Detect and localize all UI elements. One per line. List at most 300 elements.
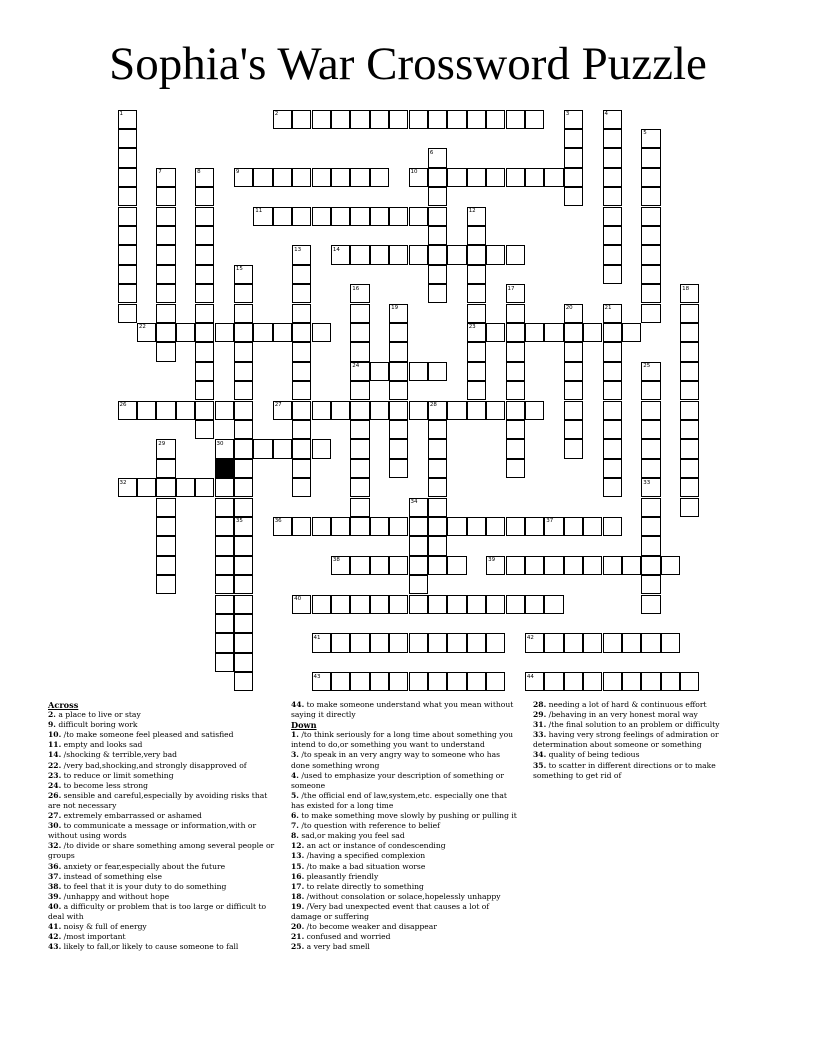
grid-cell[interactable] <box>583 517 602 536</box>
grid-cell[interactable] <box>350 401 369 420</box>
grid-cell[interactable] <box>428 265 447 284</box>
grid-cell[interactable] <box>389 245 408 264</box>
grid-cell[interactable] <box>292 439 311 458</box>
grid-cell[interactable] <box>389 595 408 614</box>
grid-cell[interactable] <box>118 284 137 303</box>
grid-cell[interactable] <box>486 633 505 652</box>
grid-cell[interactable] <box>486 517 505 536</box>
grid-cell[interactable] <box>331 168 350 187</box>
grid-cell[interactable] <box>118 304 137 323</box>
grid-cell[interactable] <box>350 323 369 342</box>
grid-cell[interactable] <box>234 362 253 381</box>
grid-cell[interactable] <box>156 478 175 497</box>
grid-cell[interactable] <box>156 284 175 303</box>
grid-cell[interactable] <box>118 245 137 264</box>
grid-cell[interactable] <box>603 672 622 691</box>
grid-cell[interactable] <box>525 110 544 129</box>
grid-cell[interactable] <box>506 556 525 575</box>
grid-cell[interactable] <box>273 168 292 187</box>
grid-cell[interactable] <box>641 459 660 478</box>
grid-cell[interactable] <box>680 381 699 400</box>
grid-cell[interactable] <box>641 439 660 458</box>
grid-cell[interactable] <box>195 187 214 206</box>
grid-cell[interactable] <box>176 401 195 420</box>
grid-cell[interactable] <box>428 633 447 652</box>
grid-cell[interactable] <box>641 498 660 517</box>
grid-cell[interactable] <box>292 168 311 187</box>
grid-cell[interactable] <box>312 207 331 226</box>
grid-cell[interactable] <box>350 556 369 575</box>
grid-cell[interactable] <box>312 323 331 342</box>
grid-cell[interactable] <box>603 401 622 420</box>
grid-cell[interactable] <box>331 110 350 129</box>
grid-cell[interactable] <box>195 245 214 264</box>
grid-cell[interactable] <box>564 187 583 206</box>
grid-cell[interactable] <box>409 517 428 536</box>
grid-cell[interactable] <box>506 245 525 264</box>
grid-cell[interactable] <box>350 439 369 458</box>
grid-cell[interactable] <box>467 284 486 303</box>
grid-cell[interactable] <box>234 672 253 691</box>
grid-cell[interactable] <box>486 672 505 691</box>
grid-cell[interactable] <box>506 342 525 361</box>
grid-cell[interactable] <box>525 323 544 342</box>
grid-cell[interactable] <box>583 323 602 342</box>
grid-cell[interactable] <box>428 556 447 575</box>
grid-cell[interactable] <box>234 614 253 633</box>
grid-cell[interactable] <box>603 148 622 167</box>
grid-cell[interactable] <box>622 323 641 342</box>
grid-cell[interactable] <box>467 342 486 361</box>
grid-cell[interactable] <box>292 342 311 361</box>
grid-cell[interactable] <box>389 556 408 575</box>
grid-cell[interactable] <box>215 517 234 536</box>
grid-cell[interactable] <box>350 633 369 652</box>
grid-cell[interactable] <box>350 517 369 536</box>
grid-cell[interactable] <box>118 187 137 206</box>
grid-cell[interactable] <box>409 536 428 555</box>
grid-cell[interactable] <box>292 401 311 420</box>
grid-cell[interactable] <box>195 265 214 284</box>
grid-cell[interactable] <box>312 168 331 187</box>
grid-cell[interactable] <box>603 265 622 284</box>
grid-cell[interactable] <box>389 672 408 691</box>
grid-cell[interactable] <box>234 304 253 323</box>
grid-cell[interactable] <box>680 478 699 497</box>
grid-cell[interactable] <box>215 478 234 497</box>
grid-cell[interactable] <box>409 207 428 226</box>
grid-cell[interactable] <box>234 459 253 478</box>
grid-cell[interactable] <box>350 304 369 323</box>
grid-cell[interactable] <box>350 381 369 400</box>
grid-cell[interactable] <box>215 401 234 420</box>
grid-cell[interactable] <box>195 401 214 420</box>
grid-cell[interactable] <box>137 478 156 497</box>
grid-cell[interactable] <box>680 342 699 361</box>
grid-cell[interactable] <box>312 517 331 536</box>
grid-cell[interactable] <box>350 245 369 264</box>
grid-cell[interactable] <box>273 439 292 458</box>
grid-cell[interactable] <box>603 323 622 342</box>
grid-cell[interactable] <box>215 595 234 614</box>
grid-cell[interactable] <box>409 556 428 575</box>
grid-cell[interactable] <box>292 517 311 536</box>
grid-cell[interactable] <box>544 672 563 691</box>
grid-cell[interactable] <box>292 420 311 439</box>
grid-cell[interactable] <box>292 265 311 284</box>
grid-cell[interactable] <box>641 517 660 536</box>
grid-cell[interactable] <box>234 536 253 555</box>
grid-cell[interactable] <box>467 381 486 400</box>
grid-cell[interactable] <box>603 342 622 361</box>
grid-cell[interactable] <box>292 381 311 400</box>
grid-cell[interactable] <box>447 245 466 264</box>
grid-cell[interactable] <box>428 187 447 206</box>
grid-cell[interactable] <box>312 439 331 458</box>
grid-cell[interactable] <box>195 342 214 361</box>
grid-cell[interactable] <box>156 517 175 536</box>
grid-cell[interactable] <box>467 517 486 536</box>
grid-cell[interactable] <box>195 284 214 303</box>
grid-cell[interactable] <box>603 439 622 458</box>
grid-cell[interactable] <box>234 595 253 614</box>
grid-cell[interactable] <box>428 245 447 264</box>
grid-cell[interactable] <box>331 207 350 226</box>
grid-cell[interactable] <box>234 556 253 575</box>
grid-cell[interactable] <box>622 633 641 652</box>
grid-cell[interactable] <box>641 207 660 226</box>
grid-cell[interactable] <box>156 342 175 361</box>
grid-cell[interactable] <box>467 265 486 284</box>
grid-cell[interactable] <box>389 207 408 226</box>
grid-cell[interactable] <box>292 207 311 226</box>
grid-cell[interactable] <box>118 129 137 148</box>
grid-cell[interactable] <box>234 420 253 439</box>
grid-cell[interactable] <box>661 633 680 652</box>
grid-cell[interactable] <box>350 672 369 691</box>
grid-cell[interactable] <box>292 323 311 342</box>
grid-cell[interactable] <box>156 401 175 420</box>
grid-cell[interactable] <box>350 595 369 614</box>
grid-cell[interactable] <box>118 265 137 284</box>
grid-cell[interactable] <box>583 672 602 691</box>
grid-cell[interactable] <box>564 168 583 187</box>
grid-cell[interactable] <box>486 168 505 187</box>
grid-cell[interactable] <box>195 420 214 439</box>
grid-cell[interactable] <box>447 595 466 614</box>
grid-cell[interactable] <box>292 362 311 381</box>
grid-cell[interactable] <box>447 110 466 129</box>
grid-cell[interactable] <box>370 401 389 420</box>
grid-cell[interactable] <box>622 672 641 691</box>
grid-cell[interactable] <box>389 459 408 478</box>
grid-cell[interactable] <box>486 595 505 614</box>
grid-cell[interactable] <box>428 110 447 129</box>
grid-cell[interactable] <box>641 556 660 575</box>
grid-cell[interactable] <box>641 536 660 555</box>
grid-cell[interactable] <box>467 245 486 264</box>
grid-cell[interactable] <box>253 439 272 458</box>
grid-cell[interactable] <box>564 381 583 400</box>
grid-cell[interactable] <box>506 168 525 187</box>
grid-cell[interactable] <box>583 556 602 575</box>
grid-cell[interactable] <box>195 207 214 226</box>
grid-cell[interactable] <box>234 342 253 361</box>
grid-cell[interactable] <box>234 401 253 420</box>
grid-cell[interactable] <box>253 168 272 187</box>
grid-cell[interactable] <box>215 556 234 575</box>
grid-cell[interactable] <box>680 323 699 342</box>
grid-cell[interactable] <box>156 459 175 478</box>
grid-cell[interactable] <box>467 672 486 691</box>
grid-cell[interactable] <box>409 401 428 420</box>
grid-cell[interactable] <box>564 517 583 536</box>
grid-cell[interactable] <box>506 595 525 614</box>
grid-cell[interactable] <box>428 439 447 458</box>
grid-cell[interactable] <box>428 362 447 381</box>
grid-cell[interactable] <box>195 362 214 381</box>
grid-cell[interactable] <box>156 207 175 226</box>
grid-cell[interactable] <box>370 556 389 575</box>
grid-cell[interactable] <box>680 498 699 517</box>
grid-cell[interactable] <box>389 401 408 420</box>
grid-cell[interactable] <box>641 187 660 206</box>
grid-cell[interactable] <box>564 420 583 439</box>
grid-cell[interactable] <box>428 498 447 517</box>
grid-cell[interactable] <box>389 381 408 400</box>
grid-cell[interactable] <box>680 401 699 420</box>
grid-cell[interactable] <box>234 381 253 400</box>
grid-cell[interactable] <box>215 498 234 517</box>
grid-cell[interactable] <box>506 459 525 478</box>
grid-cell[interactable] <box>641 381 660 400</box>
grid-cell[interactable] <box>331 672 350 691</box>
grid-cell[interactable] <box>389 439 408 458</box>
grid-cell[interactable] <box>234 498 253 517</box>
grid-cell[interactable] <box>641 575 660 594</box>
grid-cell[interactable] <box>273 323 292 342</box>
grid-cell[interactable] <box>603 556 622 575</box>
grid-cell[interactable] <box>118 207 137 226</box>
grid-cell[interactable] <box>680 420 699 439</box>
grid-cell[interactable] <box>370 168 389 187</box>
grid-cell[interactable] <box>292 304 311 323</box>
grid-cell[interactable] <box>506 439 525 458</box>
grid-cell[interactable] <box>350 207 369 226</box>
grid-cell[interactable] <box>215 614 234 633</box>
grid-cell[interactable] <box>506 110 525 129</box>
grid-cell[interactable] <box>195 478 214 497</box>
grid-cell[interactable] <box>428 226 447 245</box>
grid-cell[interactable] <box>603 420 622 439</box>
grid-cell[interactable] <box>156 323 175 342</box>
grid-cell[interactable] <box>409 633 428 652</box>
grid-cell[interactable] <box>428 459 447 478</box>
grid-cell[interactable] <box>370 595 389 614</box>
grid-cell[interactable] <box>564 323 583 342</box>
grid-cell[interactable] <box>564 129 583 148</box>
grid-cell[interactable] <box>544 595 563 614</box>
grid-cell[interactable] <box>156 536 175 555</box>
grid-cell[interactable] <box>564 401 583 420</box>
grid-cell[interactable] <box>156 304 175 323</box>
grid-cell[interactable] <box>603 459 622 478</box>
grid-cell[interactable] <box>428 284 447 303</box>
grid-cell[interactable] <box>409 672 428 691</box>
grid-cell[interactable] <box>370 672 389 691</box>
grid-cell[interactable] <box>156 575 175 594</box>
grid-cell[interactable] <box>118 168 137 187</box>
grid-cell[interactable] <box>641 265 660 284</box>
grid-cell[interactable] <box>525 401 544 420</box>
grid-cell[interactable] <box>215 633 234 652</box>
grid-cell[interactable] <box>156 498 175 517</box>
grid-cell[interactable] <box>312 401 331 420</box>
grid-cell[interactable] <box>641 148 660 167</box>
grid-cell[interactable] <box>331 401 350 420</box>
grid-cell[interactable] <box>661 672 680 691</box>
grid-cell[interactable] <box>428 420 447 439</box>
grid-cell[interactable] <box>118 226 137 245</box>
grid-cell[interactable] <box>428 595 447 614</box>
grid-cell[interactable] <box>544 168 563 187</box>
grid-cell[interactable] <box>234 284 253 303</box>
grid-cell[interactable] <box>544 323 563 342</box>
grid-cell[interactable] <box>603 226 622 245</box>
grid-cell[interactable] <box>467 226 486 245</box>
grid-cell[interactable] <box>350 420 369 439</box>
grid-cell[interactable] <box>292 459 311 478</box>
grid-cell[interactable] <box>176 478 195 497</box>
grid-cell[interactable] <box>564 148 583 167</box>
grid-cell[interactable] <box>292 284 311 303</box>
grid-cell[interactable] <box>583 633 602 652</box>
grid-cell[interactable] <box>447 168 466 187</box>
grid-cell[interactable] <box>467 401 486 420</box>
grid-cell[interactable] <box>370 517 389 536</box>
grid-cell[interactable] <box>544 633 563 652</box>
grid-cell[interactable] <box>525 556 544 575</box>
grid-cell[interactable] <box>253 323 272 342</box>
grid-cell[interactable] <box>467 362 486 381</box>
grid-cell[interactable] <box>331 517 350 536</box>
grid-cell[interactable] <box>234 478 253 497</box>
grid-cell[interactable] <box>603 129 622 148</box>
grid-cell[interactable] <box>389 420 408 439</box>
grid-cell[interactable] <box>467 168 486 187</box>
grid-cell[interactable] <box>680 439 699 458</box>
grid-cell[interactable] <box>680 304 699 323</box>
grid-cell[interactable] <box>215 653 234 672</box>
grid-cell[interactable] <box>389 633 408 652</box>
grid-cell[interactable] <box>486 110 505 129</box>
grid-cell[interactable] <box>525 168 544 187</box>
grid-cell[interactable] <box>486 401 505 420</box>
grid-cell[interactable] <box>234 575 253 594</box>
grid-cell[interactable] <box>118 148 137 167</box>
grid-cell[interactable] <box>409 110 428 129</box>
grid-cell[interactable] <box>564 362 583 381</box>
grid-cell[interactable] <box>370 207 389 226</box>
grid-cell[interactable] <box>506 517 525 536</box>
grid-cell[interactable] <box>195 381 214 400</box>
grid-cell[interactable] <box>506 381 525 400</box>
grid-cell[interactable] <box>506 304 525 323</box>
grid-cell[interactable] <box>641 226 660 245</box>
grid-cell[interactable] <box>156 265 175 284</box>
grid-cell[interactable] <box>603 207 622 226</box>
grid-cell[interactable] <box>312 110 331 129</box>
grid-cell[interactable] <box>564 342 583 361</box>
grid-cell[interactable] <box>603 362 622 381</box>
grid-cell[interactable] <box>331 595 350 614</box>
grid-cell[interactable] <box>622 556 641 575</box>
grid-cell[interactable] <box>467 304 486 323</box>
grid-cell[interactable] <box>564 633 583 652</box>
grid-cell[interactable] <box>447 401 466 420</box>
grid-cell[interactable] <box>215 323 234 342</box>
grid-cell[interactable] <box>680 672 699 691</box>
grid-cell[interactable] <box>195 226 214 245</box>
grid-cell[interactable] <box>370 245 389 264</box>
grid-cell[interactable] <box>506 323 525 342</box>
grid-cell[interactable] <box>389 362 408 381</box>
grid-cell[interactable] <box>603 517 622 536</box>
grid-cell[interactable] <box>350 342 369 361</box>
grid-cell[interactable] <box>603 478 622 497</box>
grid-cell[interactable] <box>447 556 466 575</box>
grid-cell[interactable] <box>447 672 466 691</box>
grid-cell[interactable] <box>234 323 253 342</box>
grid-cell[interactable] <box>409 362 428 381</box>
grid-cell[interactable] <box>486 323 505 342</box>
grid-cell[interactable] <box>603 245 622 264</box>
grid-cell[interactable] <box>506 401 525 420</box>
grid-cell[interactable] <box>428 672 447 691</box>
grid-cell[interactable] <box>506 420 525 439</box>
grid-cell[interactable] <box>641 284 660 303</box>
grid-cell[interactable] <box>389 323 408 342</box>
grid-cell[interactable] <box>447 517 466 536</box>
grid-cell[interactable] <box>409 595 428 614</box>
grid-cell[interactable] <box>603 633 622 652</box>
grid-cell[interactable] <box>564 439 583 458</box>
grid-cell[interactable] <box>370 362 389 381</box>
grid-cell[interactable] <box>350 498 369 517</box>
grid-cell[interactable] <box>506 362 525 381</box>
grid-cell[interactable] <box>680 362 699 381</box>
grid-cell[interactable] <box>641 672 660 691</box>
grid-cell[interactable] <box>428 517 447 536</box>
grid-cell[interactable] <box>409 245 428 264</box>
grid-cell[interactable] <box>292 478 311 497</box>
grid-cell[interactable] <box>370 110 389 129</box>
grid-cell[interactable] <box>156 245 175 264</box>
grid-cell[interactable] <box>428 478 447 497</box>
grid-cell[interactable] <box>156 226 175 245</box>
grid-cell[interactable] <box>389 517 408 536</box>
grid-cell[interactable] <box>273 207 292 226</box>
grid-cell[interactable] <box>428 207 447 226</box>
grid-cell[interactable] <box>350 478 369 497</box>
grid-cell[interactable] <box>680 459 699 478</box>
grid-cell[interactable] <box>389 110 408 129</box>
grid-cell[interactable] <box>195 323 214 342</box>
grid-cell[interactable] <box>312 595 331 614</box>
grid-cell[interactable] <box>525 595 544 614</box>
grid-cell[interactable] <box>447 633 466 652</box>
grid-cell[interactable] <box>525 517 544 536</box>
